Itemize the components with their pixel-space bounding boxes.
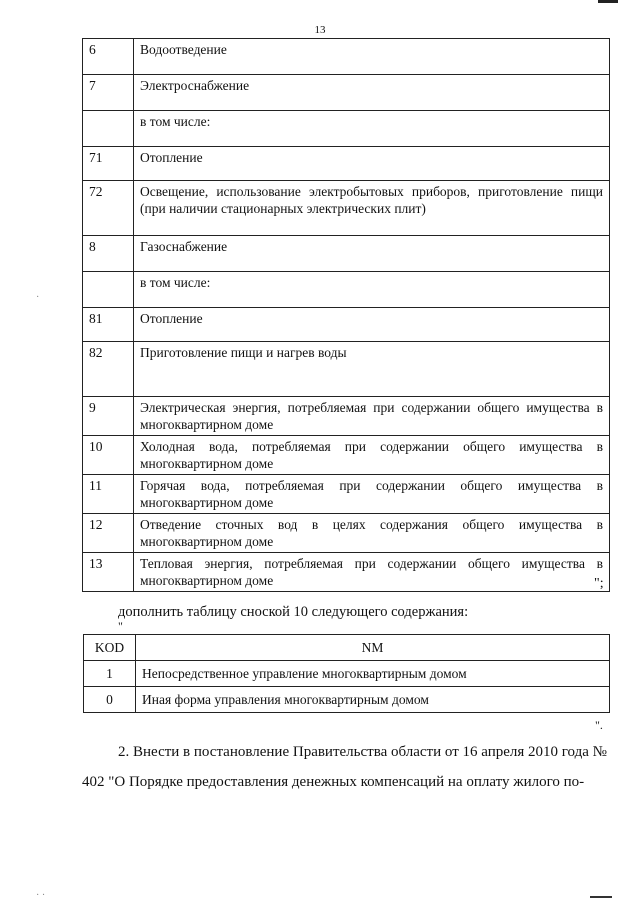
row-code: 10 xyxy=(83,436,134,475)
table-row xyxy=(83,39,610,75)
row-text: в том числе: xyxy=(134,111,610,147)
table-row xyxy=(84,661,610,687)
row-text: Непосредственное управление многоквартирным домом xyxy=(136,661,610,687)
row-text: в том числе: xyxy=(134,272,610,308)
row-text: Отопление xyxy=(134,147,610,181)
scan-mark-top xyxy=(598,0,618,3)
page-number: 13 xyxy=(314,24,326,36)
row-code: 7 xyxy=(83,75,134,111)
table-row xyxy=(83,111,610,147)
row-text: Освещение, использование электробытовых приборов, приготовление пищи (при наличии стационарных электрических плит) xyxy=(134,181,610,236)
table-row xyxy=(83,272,610,308)
row-code: 11 xyxy=(83,475,134,514)
row-code: 0 xyxy=(84,687,136,713)
row-code: 1 xyxy=(84,661,136,687)
table-row xyxy=(83,436,610,475)
row-text: Отведение сточных вод в целях содержания общего имущества в многоквартирном доме xyxy=(134,514,610,553)
table-row xyxy=(83,308,610,342)
table-header-row xyxy=(84,635,610,661)
row-code xyxy=(83,272,134,308)
utilities-table xyxy=(82,38,610,592)
row-text: Электрическая энергия, потребляемая при содержании общего имущества в многоквартирном доме xyxy=(134,397,610,436)
row-text: Электроснабжение xyxy=(134,75,610,111)
table-row xyxy=(83,181,610,236)
row-code xyxy=(83,111,134,147)
row-code: 9 xyxy=(83,397,134,436)
closing-quote: "; xyxy=(594,576,604,591)
table-row xyxy=(84,687,610,713)
body-paragraph: 2. Внести в постановление Правительства области от 16 апреля 2010 года № xyxy=(118,744,607,760)
row-code: 72 xyxy=(83,181,134,236)
table-row xyxy=(83,75,610,111)
row-code: 6 xyxy=(83,39,134,75)
table-row xyxy=(83,236,610,272)
row-text: Газоснабжение xyxy=(134,236,610,272)
table-row xyxy=(83,342,610,397)
opening-quote: " xyxy=(118,619,123,633)
closing-quote: ". xyxy=(595,718,603,732)
row-text: Холодная вода, потребляемая при содержании общего имущества в многоквартирном доме xyxy=(134,436,610,475)
row-code: 81 xyxy=(83,308,134,342)
row-code: 13 xyxy=(83,553,134,592)
scan-dot: · xyxy=(36,292,40,303)
scan-mark-bottom xyxy=(590,896,612,898)
row-text: Приготовление пищи и нагрев воды xyxy=(134,342,610,397)
row-code: 12 xyxy=(83,514,134,553)
management-form-table xyxy=(83,634,610,713)
body-paragraph: 402 "О Порядке предоставления денежных компенсаций на оплату жилого по- xyxy=(82,774,585,790)
row-code: 82 xyxy=(83,342,134,397)
row-text: Тепловая энергия, потребляемая при содержании общего имущества в многоквартирном доме xyxy=(134,553,610,592)
row-text: Горячая вода, потребляемая при содержании общего имущества в многоквартирном доме xyxy=(134,475,610,514)
row-text: Иная форма управления многоквартирным домом xyxy=(136,687,610,713)
row-code: 71 xyxy=(83,147,134,181)
intro-text: дополнить таблицу сноской 10 следующего содержания: xyxy=(118,604,469,620)
table-row xyxy=(83,475,610,514)
row-code: 8 xyxy=(83,236,134,272)
table-row xyxy=(83,397,610,436)
scan-dot: · · xyxy=(36,890,46,901)
row-text: Отопление xyxy=(134,308,610,342)
column-header-nm: NM xyxy=(136,635,610,661)
column-header-kod: KOD xyxy=(84,635,136,661)
row-text: Водоотведение xyxy=(134,39,610,75)
table-row xyxy=(83,553,610,592)
table-row xyxy=(83,514,610,553)
table-row xyxy=(83,147,610,181)
